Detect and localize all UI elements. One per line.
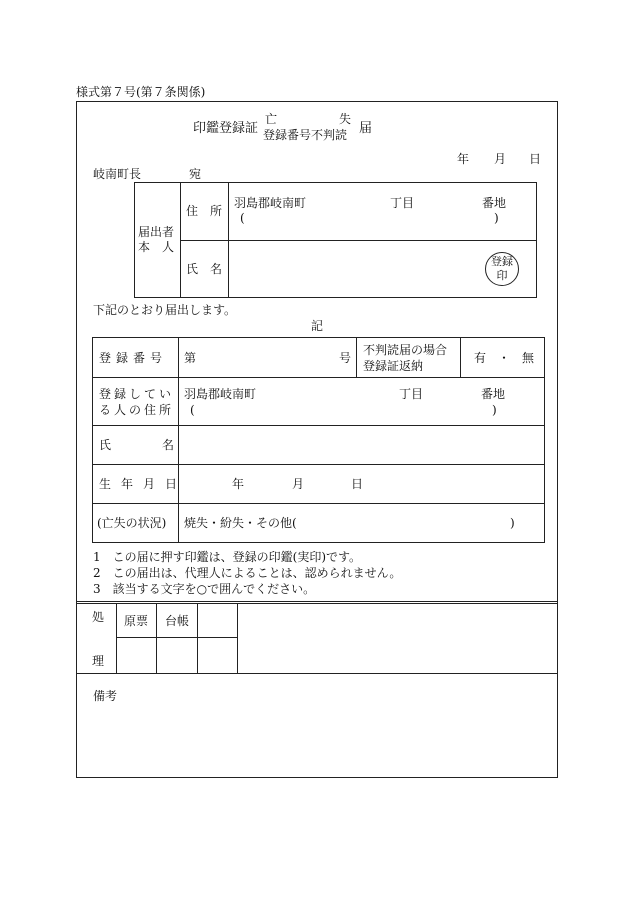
date-month: 月 <box>494 152 507 166</box>
applicant-address-label: 住 所 <box>186 204 223 218</box>
note-3: 3 該当する文字を○で囲んでください。 <box>93 582 316 596</box>
processing-label-b: 理 <box>92 654 105 668</box>
applicant-address-paren-open: ( <box>240 211 245 225</box>
loss-status-label: (亡失の状況) <box>97 516 167 530</box>
applicant-address-banchi: 番地 <box>482 196 507 210</box>
resident-town: 羽島郡岐南町 <box>184 387 257 401</box>
applicant-address-paren-close: ) <box>494 211 499 225</box>
resident-address-label: 登録してい <box>99 387 175 401</box>
resident-paren-open: ( <box>190 403 195 417</box>
applicant-name-label: 氏 名 <box>186 262 223 276</box>
date-year: 年 <box>457 152 470 166</box>
loss-status-options: 焼失・紛失・その他( <box>184 516 297 530</box>
addressee-suffix: 宛 <box>189 167 202 181</box>
addressee-name: 岐南町長 <box>93 167 142 181</box>
title-option-illegible: 登録番号不判読 <box>263 128 348 142</box>
name-label-a: 氏 <box>99 438 112 452</box>
intro-text: 下記のとおり届出します。 <box>93 303 237 317</box>
note-2: 2 この届出は、代理人によることは、認められません。 <box>93 566 402 580</box>
birth-month: 月 <box>292 477 305 491</box>
resident-chome: 丁目 <box>399 387 424 401</box>
applicant-label: 届出者 <box>138 225 175 239</box>
illegible-return-label: 登録証返納 <box>363 359 424 373</box>
title-prefix: 印鑑登録証 <box>193 121 259 136</box>
birth-day: 日 <box>351 477 364 491</box>
illegible-choice: 有 ・ 無 <box>474 351 535 365</box>
reg-number-suffix: 号 <box>339 351 352 365</box>
registered-seal-mark <box>485 252 519 286</box>
genpyo-label: 原票 <box>124 614 149 628</box>
resident-banchi: 番地 <box>481 387 506 401</box>
daicho-label: 台帳 <box>165 614 190 628</box>
processing-label-a: 処 <box>92 610 105 624</box>
reg-number-label: 登録番号 <box>99 351 168 365</box>
reg-number-prefix: 第 <box>184 351 197 365</box>
date-day: 日 <box>529 152 542 166</box>
title-option-lost-1: 亡 <box>265 112 278 126</box>
form-number: 様式第７号(第７条関係) <box>76 85 206 99</box>
applicant-address-chome: 丁目 <box>390 196 415 210</box>
seal-text-line2: 印 <box>496 269 508 282</box>
seal-text-line1: 登録 <box>491 255 513 268</box>
applicant-address-town: 羽島郡岐南町 <box>234 196 307 210</box>
resident-address-label-2: る人の住所 <box>99 403 175 417</box>
title-option-lost-2: 失 <box>339 112 352 126</box>
ki-heading: 記 <box>311 319 324 333</box>
resident-paren-close: ) <box>492 403 497 417</box>
birth-year: 年 <box>232 477 245 491</box>
birth-date-label: 生年月日 <box>99 477 188 491</box>
title-suffix: 届 <box>359 121 373 136</box>
remarks-label: 備考 <box>93 689 118 703</box>
illegible-case-label: 不判読届の場合 <box>363 343 448 357</box>
applicant-label-self: 本 人 <box>138 240 175 254</box>
loss-status-close: ) <box>510 516 515 530</box>
note-1: 1 この届に押す印鑑は、登録の印鑑(実印)です。 <box>93 550 362 564</box>
name-label-b: 名 <box>162 438 175 452</box>
